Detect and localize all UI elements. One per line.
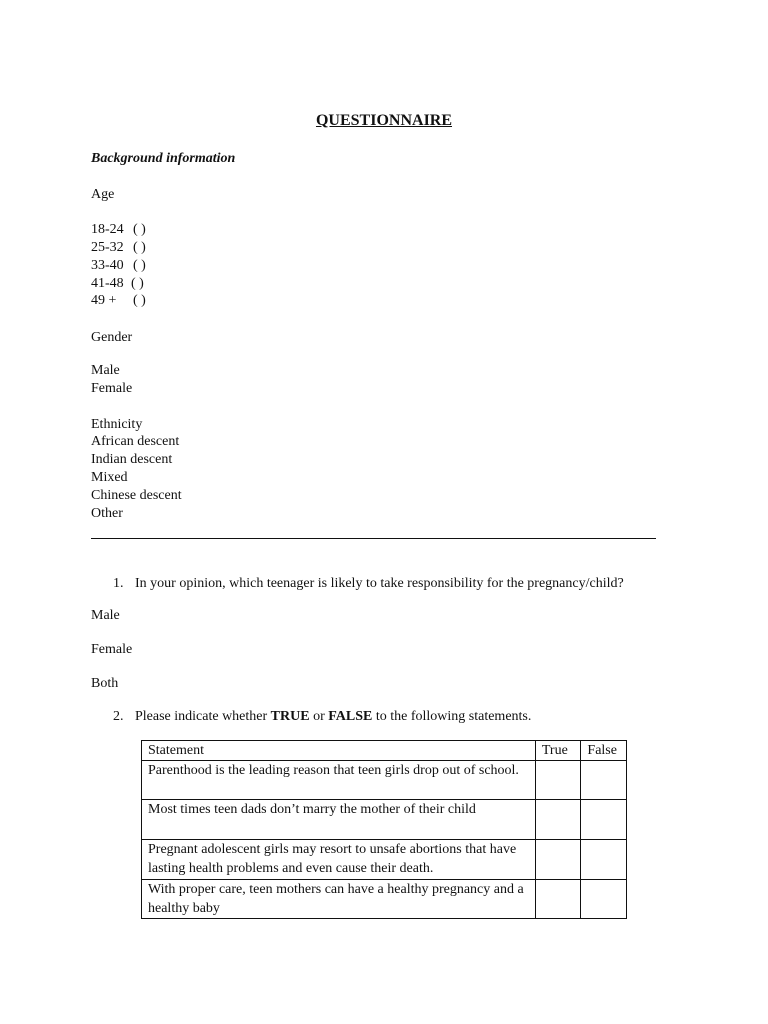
true-word: TRUE: [270, 709, 310, 724]
q1-option: Female: [91, 642, 133, 657]
question-1: [113, 575, 624, 593]
age-option-box: ( ): [131, 276, 144, 291]
age-option-box: ( ): [133, 240, 146, 255]
question-text-part: to the following statements.: [372, 709, 532, 724]
false-word: FALSE: [328, 709, 373, 724]
table-row: [142, 800, 627, 840]
section-divider: [91, 538, 656, 539]
question-text: In your opinion, which teenager is likely to take responsibility for the pregnancy/child?: [135, 576, 624, 591]
age-option: [91, 239, 146, 257]
ethnicity-option: Other: [91, 506, 123, 521]
statements-table: [141, 740, 627, 919]
ethnicity-option: Chinese descent: [91, 488, 182, 503]
table-row: [142, 840, 627, 880]
table-header-row: [142, 741, 627, 761]
age-option: [91, 292, 146, 310]
false-answer-cell[interactable]: [581, 800, 627, 840]
ethnicity-option: Mixed: [91, 470, 128, 485]
question-2: [113, 708, 531, 726]
false-header: False: [581, 741, 627, 761]
ethnicity-label: Ethnicity: [91, 417, 143, 432]
table-row: [142, 880, 627, 919]
page-title: QUESTIONNAIRE: [315, 112, 453, 129]
statement-cell: With proper care, teen mothers can have a healthy pregnancy and a healthy baby: [142, 880, 536, 919]
age-option-box: ( ): [133, 222, 146, 237]
true-header: True: [535, 741, 581, 761]
false-answer-cell[interactable]: [581, 840, 627, 880]
gender-option: Female: [91, 381, 133, 396]
false-answer-cell[interactable]: [581, 880, 627, 919]
statement-cell: Parenthood is the leading reason that teen girls drop out of school.: [142, 761, 536, 800]
false-answer-cell[interactable]: [581, 761, 627, 800]
question-number: 2.: [113, 709, 124, 724]
age-option: [91, 221, 146, 239]
age-option: [91, 275, 144, 293]
q1-option: Male: [91, 608, 120, 623]
question-text-part: or: [309, 709, 329, 724]
true-answer-cell[interactable]: [535, 800, 581, 840]
question-text-part: Please indicate whether: [135, 709, 271, 724]
age-option-label: 25-32: [91, 240, 124, 255]
age-option-box: ( ): [133, 293, 146, 308]
age-option-label: 18-24: [91, 222, 124, 237]
age-option-label: 41-48: [91, 276, 124, 291]
q1-option: Both: [91, 676, 119, 691]
statement-cell: Most times teen dads don’t marry the mother of their child: [142, 800, 536, 840]
age-option-box: ( ): [133, 258, 146, 273]
age-option-label: 33-40: [91, 258, 124, 273]
statement-cell: Pregnant adolescent girls may resort to unsafe abortions that have lasting health problems and even cause their death.: [142, 840, 536, 880]
age-label: Age: [91, 187, 115, 202]
ethnicity-option: African descent: [91, 434, 180, 449]
table-row: [142, 761, 627, 800]
true-answer-cell[interactable]: [535, 880, 581, 919]
true-answer-cell[interactable]: [535, 840, 581, 880]
gender-option: Male: [91, 363, 120, 378]
background-heading: Background information: [91, 151, 236, 166]
true-answer-cell[interactable]: [535, 761, 581, 800]
question-number: 1.: [113, 576, 124, 591]
age-option: [91, 257, 146, 275]
statement-header: Statement: [142, 741, 536, 761]
age-option-label: 49 +: [91, 293, 117, 308]
ethnicity-option: Indian descent: [91, 452, 173, 467]
gender-label: Gender: [91, 330, 133, 345]
